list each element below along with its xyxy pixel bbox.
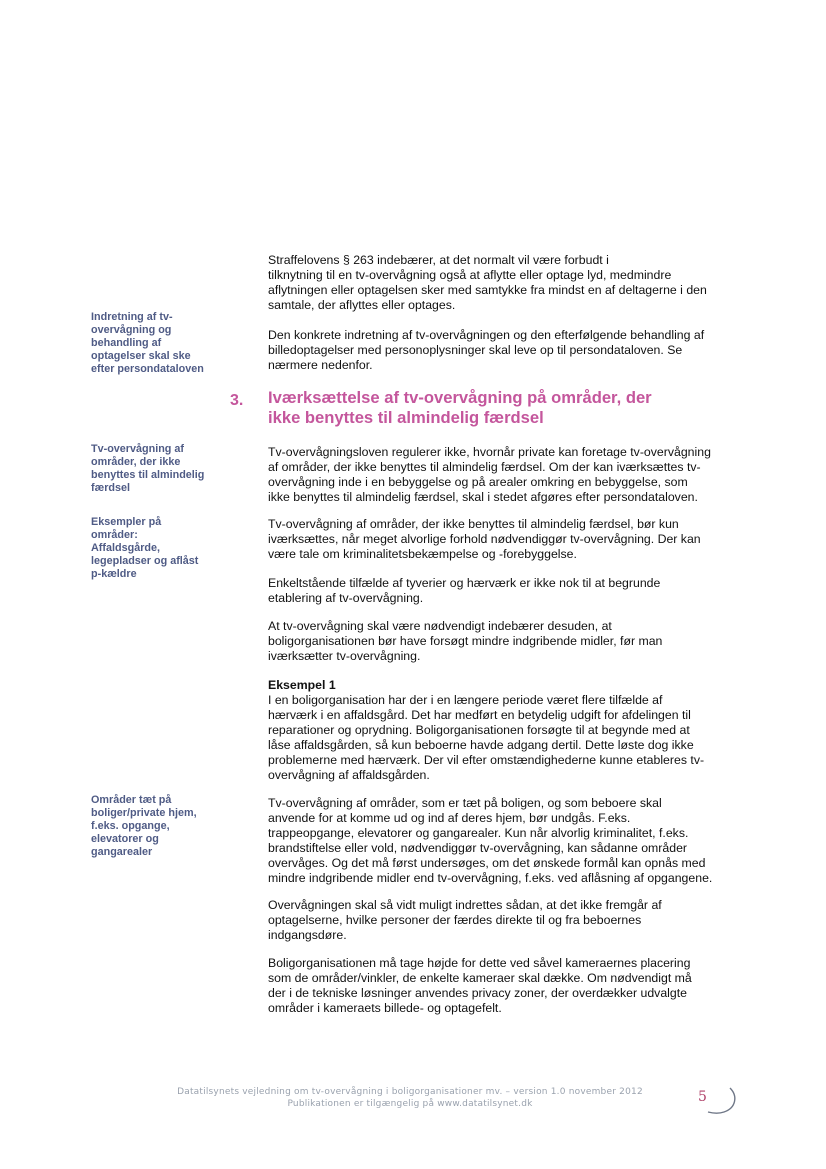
paragraph-indretning [268, 328, 736, 373]
margin-note-line: efter persondataloven [91, 363, 204, 375]
text-line: anvende for at komme ud og ind af deres hjem, bør undgås. F.eks. [268, 811, 631, 825]
text-line: aflytningen eller optagelsen sker med samtykke fra mindst en af deltagerne i den [268, 283, 707, 297]
paragraph-overvaagningen-indrettes [268, 898, 736, 943]
margin-note-line: områder, der ikke [91, 456, 181, 468]
text-line: etablering af tv-overvågning. [268, 591, 424, 605]
margin-note-line: Affaldsgårde, [91, 542, 160, 554]
margin-note-ikke-almindelig-faerdsel [91, 443, 231, 495]
text-line: Tv-overvågning af områder, der ikke benyttes til almindelig færdsel, bør kun [268, 517, 679, 531]
margin-note-line: benyttes til almindelig [91, 469, 205, 481]
text-line: Overvågningen skal så vidt muligt indrettes sådan, at det ikke fremgår af [268, 898, 662, 912]
section-title [268, 388, 748, 428]
page-corner-curve-icon [704, 1086, 740, 1116]
text-line: At tv-overvågning skal være nødvendigt indebærer desuden, at [268, 619, 612, 633]
margin-note-line: optagelser skal ske [91, 350, 191, 362]
text-line: låse affaldsgården, så kun beboerne havde adgang dertil. Dette løste dog ikke [268, 738, 694, 752]
margin-note-eksempler [91, 516, 231, 581]
margin-note-line: Indretning af tv- [91, 311, 173, 323]
example-title: Eksempel 1 [268, 678, 336, 692]
text-line: Enkeltstående tilfælde af tyverier og hærværk er ikke nok til at begrunde [268, 576, 661, 590]
margin-note-line: gangarealer [91, 846, 153, 858]
page-number: 5 [698, 1089, 707, 1105]
text-line: indgangsdøre. [268, 928, 347, 942]
paragraph-straffeloven [268, 253, 736, 313]
text-line: Straffelovens § 263 indebærer, at det normalt vil være forbudt i [268, 253, 609, 267]
margin-note-indretning [91, 311, 231, 376]
margin-note-line: Eksempler på [91, 516, 162, 528]
margin-note-line: elevatorer og [91, 833, 159, 845]
margin-note-line: p-kældre [91, 568, 137, 580]
margin-note-omraader-taet-paa [91, 794, 231, 859]
margin-note-line: f.eks. opgange, [91, 820, 170, 832]
text-line: brandstiftelse eller vold, nødvendiggør tv-overvågning, kan sådanne områder [268, 841, 688, 855]
example-1 [268, 678, 736, 783]
text-line: som de områder/vinkler, de enkelte kameraer skal dække. Om nødvendigt må [268, 971, 692, 985]
text-line: problemerne med hærværk. Der vil efter omstændighederne kunne etableres tv- [268, 753, 705, 767]
footer-line-2: Publikationen er tilgængelig på www.datatilsynet.dk [287, 1099, 533, 1109]
margin-note-line: behandling af [91, 337, 162, 349]
paragraph-omraader-taet-paa-boligen [268, 796, 736, 886]
text-line: være tale om kriminalitetsbekæmpelse og -forebyggelse. [268, 547, 577, 561]
text-line: mindre indgribende midler end tv-overvågning, f.eks. ved aflåsning af opgangene. [268, 871, 713, 885]
section-title-line: Iværksættelse af tv-overvågning på områder, der [268, 388, 652, 407]
margin-note-line: færdsel [91, 482, 131, 494]
paragraph-kameraer-placering [268, 956, 736, 1016]
text-line: overvågning af affaldsgården. [268, 768, 430, 782]
text-line: overvågning inde i en bebyggelse og på arealer omkring en bebyggelse, som [268, 475, 688, 489]
text-line: Boligorganisationen må tage højde for dette ved såvel kameraernes placering [268, 956, 691, 970]
paragraph-tv-overvaagningsloven [268, 445, 736, 505]
text-line: af områder, der ikke benyttes til almindelig færdsel. Om der kan iværksættes tv- [268, 460, 701, 474]
text-line: samtale, der aflyttes eller optages. [268, 298, 456, 312]
text-line: tilknytning til en tv-overvågning også at aflytte eller optage lyd, medmindre [268, 268, 672, 282]
text-line: boligorganisationen bør have forsøgt mindre indgribende midler, før man [268, 634, 663, 648]
text-line: overvåges. Og det må først undersøges, om det ønskede formål kan opnås med [268, 856, 706, 870]
text-line: hærværk i en affaldsgård. Det har medført en betydelig udgift for afdelingen til [268, 708, 691, 722]
text-line: iværksættes, når meget alvorlige forhold nødvendiggør tv-overvågning. Der kan [268, 532, 701, 546]
text-line: Tv-overvågningsloven regulerer ikke, hvornår private kan foretage tv-overvågning [268, 445, 711, 459]
text-line: der i de tekniske løsninger anvendes privacy zoner, der overdækker udvalgte [268, 986, 688, 1000]
paragraph-noedvendigt [268, 619, 736, 664]
text-line: I en boligorganisation har der i en længere periode været flere tilfælde af [268, 693, 663, 707]
section-number: 3. [230, 392, 244, 409]
paragraph-alvorlige-forhold [268, 517, 736, 562]
margin-note-line: områder: [91, 529, 138, 541]
text-line: billedoptagelser med personoplysninger skal leve op til persondataloven. Se [268, 343, 683, 357]
section-title-line: ikke benyttes til almindelig færdsel [268, 408, 544, 427]
margin-note-line: legepladser og aflåst [91, 555, 199, 567]
margin-note-line: Tv-overvågning af [91, 443, 184, 455]
text-line: Tv-overvågning af områder, som er tæt på boligen, og som beboere skal [268, 796, 662, 810]
paragraph-enkeltstaaende [268, 576, 736, 606]
text-line: områder i kameraets billede- og optagefelt. [268, 1001, 502, 1015]
text-line: nærmere nedenfor. [268, 358, 373, 372]
text-line: optagelserne, hvilke personer der færdes direkte til og fra beboernes [268, 913, 642, 927]
text-line: trappeopgange, elevatorer og gangarealer. Kun når alvorlig kriminalitet, f.eks. [268, 826, 689, 840]
margin-note-line: overvågning og [91, 324, 172, 336]
margin-note-line: Områder tæt på [91, 794, 172, 806]
footer-line-1: Datatilsynets vejledning om tv-overvågning i boligorganisationer mv. – version 1.0 november 2012 [177, 1087, 643, 1097]
text-line: iværksætter tv-overvågning. [268, 649, 421, 663]
text-line: reparationer og oprydning. Boligorganisationen forsøgte til at begynde med at [268, 723, 690, 737]
text-line: Den konkrete indretning af tv-overvågningen og den efterfølgende behandling af [268, 328, 705, 342]
margin-note-line: boliger/private hjem, [91, 807, 197, 819]
text-line: ikke benyttes til almindelig færdsel, skal i stedet afgøres efter persondataloven. [268, 490, 698, 504]
